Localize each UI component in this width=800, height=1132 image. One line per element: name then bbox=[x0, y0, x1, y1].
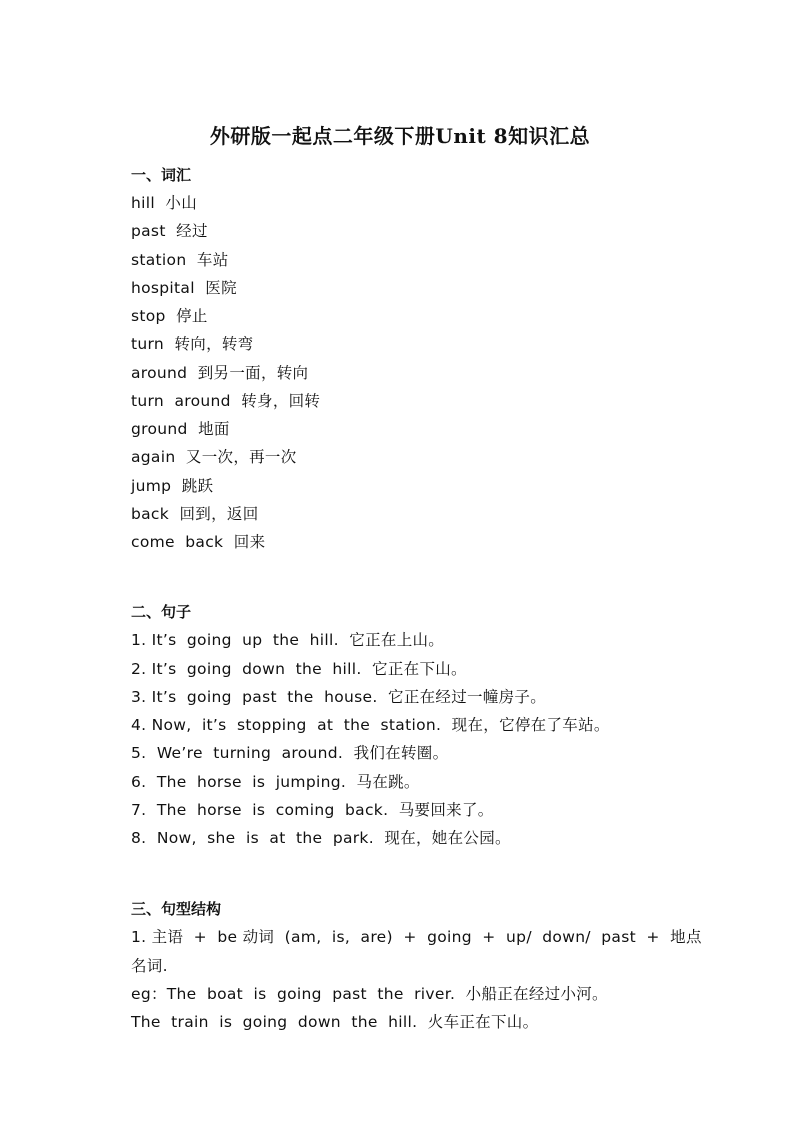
sentence-line: 5. We’re turning around. 我们在转圈。 bbox=[131, 744, 449, 762]
sentence-line: 7. The horse is coming back. 马要回来了。 bbox=[131, 801, 494, 819]
section-heading-structure: 三、句型结构 bbox=[131, 900, 222, 918]
vocab-line: jump 跳跃 bbox=[131, 477, 214, 495]
vocab-line: around 到另一面，转向 bbox=[131, 364, 309, 382]
vocab-line: back 回到，返回 bbox=[131, 505, 259, 523]
example-line: eg：The boat is going past the river. 小船正在经过小河。 bbox=[131, 985, 608, 1003]
structure-line: 1. 主语 + be 动词 (am, is, are) + going + up/ down/ past + 地点 bbox=[131, 928, 702, 946]
vocab-line: hospital 医院 bbox=[131, 279, 237, 297]
sentence-line: 8. Now, she is at the park. 现在，她在公园。 bbox=[131, 829, 511, 847]
vocab-line: again 又一次，再一次 bbox=[131, 448, 297, 466]
vocab-line: ground 地面 bbox=[131, 420, 230, 438]
section-heading-sentences: 二、句子 bbox=[131, 603, 192, 621]
vocab-line: hill 小山 bbox=[131, 194, 197, 212]
sentence-line: 2. It’s going down the hill. 它正在下山。 bbox=[131, 660, 467, 678]
vocab-line: come back 回来 bbox=[131, 533, 266, 551]
structure-line: 名词. bbox=[131, 957, 168, 975]
sentence-line: 3. It’s going past the house. 它正在经过一幢房子。 bbox=[131, 688, 547, 706]
vocab-line: station 车站 bbox=[131, 251, 229, 269]
example-line: The train is going down the hill. 火车正在下山。 bbox=[131, 1013, 539, 1031]
vocab-line: past 经过 bbox=[131, 222, 208, 240]
section-heading-vocabulary: 一、词汇 bbox=[131, 166, 192, 184]
vocab-line: turn 转向，转弯 bbox=[131, 335, 254, 353]
vocab-line: turn around 转身，回转 bbox=[131, 392, 321, 410]
sentence-line: 4. Now, it’s stopping at the station. 现在，它停在了车站。 bbox=[131, 716, 610, 734]
document-title: 外研版一起点二年级下册Unit 8知识汇总 bbox=[209, 124, 591, 148]
vocab-line: stop 停止 bbox=[131, 307, 208, 325]
sentence-line: 1. It’s going up the hill. 它正在上山。 bbox=[131, 631, 445, 649]
sentence-line: 6. The horse is jumping. 马在跳。 bbox=[131, 773, 420, 791]
